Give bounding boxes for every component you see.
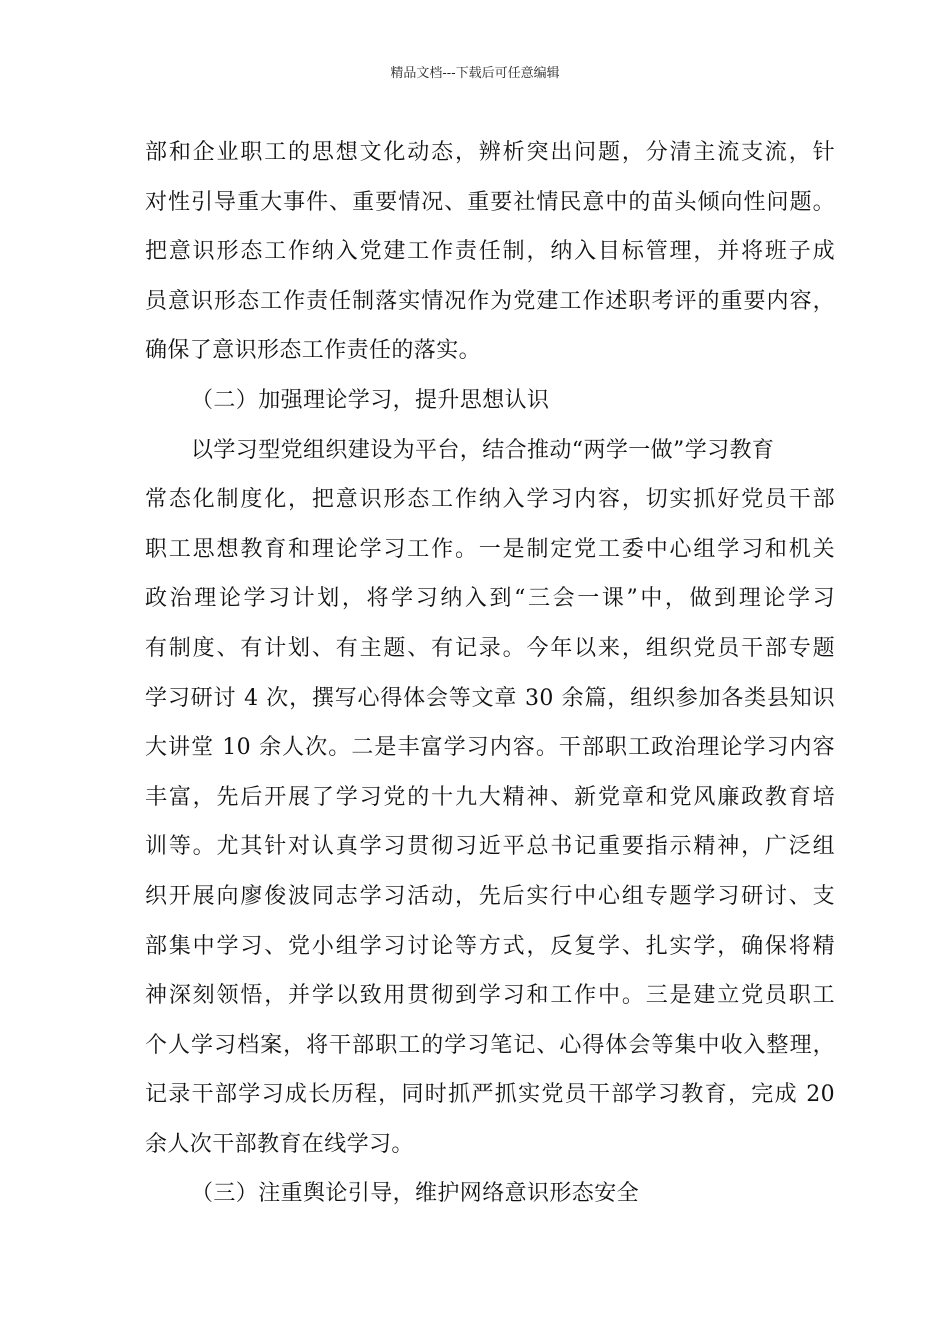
text-line: 神深刻领悟，并学以致用贯彻到学习和工作中。三是建立党员职工 bbox=[145, 983, 835, 1009]
paragraph-first-line: 以学习型党组织建设为平台，结合推动“两学一做”学习教育 bbox=[191, 437, 775, 463]
text-line: 记录干部学习成长历程，同时抓严抓实党员干部学习教育，完成 20 bbox=[145, 1082, 835, 1108]
text-line: 对性引导重大事件、重要情况、重要社情民意中的苗头倾向性问题。 bbox=[145, 189, 835, 215]
text-line: 个人学习档案，将干部职工的学习笔记、心得体会等集中收入整理， bbox=[145, 1032, 835, 1058]
text-line: 大讲堂 10 余人次。二是丰富学习内容。干部职工政治理论学习内容 bbox=[145, 735, 835, 761]
text-line: 部和企业职工的思想文化动态，辨析突出问题，分清主流支流，针 bbox=[145, 140, 835, 165]
text-line: 员意识形态工作责任制落实情况作为党建工作述职考评的重要内容， bbox=[145, 288, 835, 314]
text-line: 织开展向廖俊波同志学习活动，先后实行中心组专题学习研讨、支 bbox=[145, 883, 835, 909]
document-body bbox=[145, 128, 835, 1219]
text-line: 丰富，先后开展了学习党的十九大精神、新党章和党风廉政教育培 bbox=[145, 784, 835, 810]
text-line: 政治理论学习计划，将学习纳入到“三会一课”中，做到理论学习 bbox=[145, 586, 835, 612]
page-header: 精品文档---下载后可任意编辑 bbox=[390, 66, 560, 81]
text-line: 有制度、有计划、有主题、有记录。今年以来，组织党员干部专题 bbox=[145, 635, 835, 661]
text-line: 确保了意识形态工作责任的落实。 bbox=[145, 338, 482, 364]
text-line: 把意识形态工作纳入党建工作责任制，纳入目标管理，并将班子成 bbox=[145, 239, 835, 265]
section-heading: （二）加强理论学习，提升思想认识 bbox=[191, 387, 550, 413]
section-heading: （三）注重舆论引导，维护网络意识形态安全 bbox=[191, 1181, 640, 1207]
text-line: 职工思想教育和理论学习工作。一是制定党工委中心组学习和机关 bbox=[145, 536, 835, 562]
text-line: 余人次干部教育在线学习。 bbox=[145, 1131, 414, 1157]
text-line: 训等。尤其针对认真学习贯彻习近平总书记重要指示精神，广泛组 bbox=[145, 834, 835, 860]
text-line: 常态化制度化，把意识形态工作纳入学习内容，切实抓好党员干部 bbox=[145, 487, 835, 513]
text-line: 学习研讨 4 次，撰写心得体会等文章 30 余篇，组织参加各类县知识 bbox=[145, 685, 835, 711]
text-line: 部集中学习、党小组学习讨论等方式，反复学、扎实学，确保将精 bbox=[145, 933, 835, 959]
